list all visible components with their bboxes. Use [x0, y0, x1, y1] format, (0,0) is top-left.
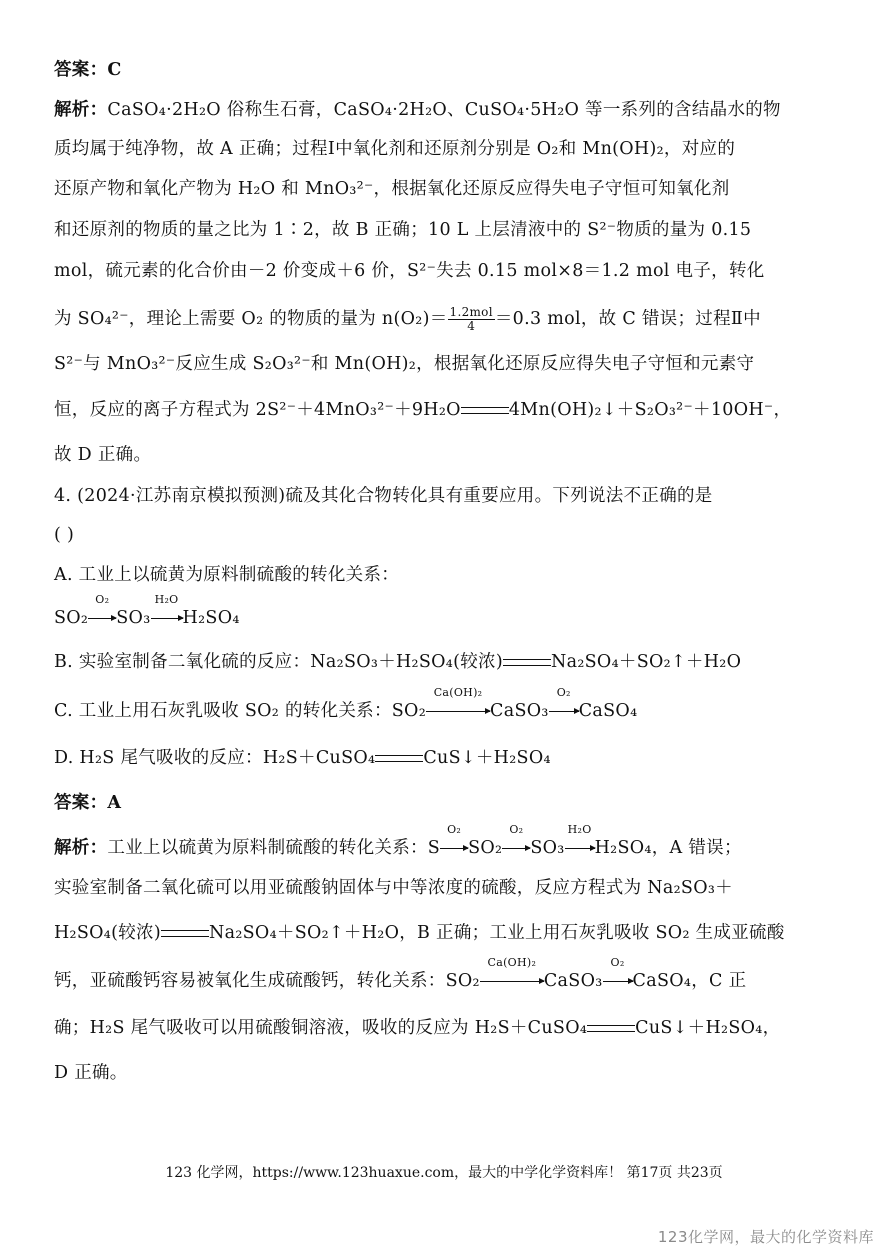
- analysis-2-line-4: 钙，亚硫酸钙容易被氧化生成硫酸钙，转化关系：SO₂ Ca(OH)₂ CaSO₃ O₂ CaSO₄，C 正: [54, 956, 747, 991]
- equals-sign: [461, 407, 509, 414]
- analysis-1-line-6: 为 SO₄²⁻，理论上需要 O₂ 的物质的量为 n(O₂)＝ $\frac{\text{1.2mol}}{4}$ ＝0.3 mol，故 C 错误；过程Ⅱ中: [54, 305, 761, 333]
- arrow: O₂: [88, 606, 116, 630]
- equals-sign: [503, 659, 551, 666]
- arrow: O₂: [549, 699, 579, 723]
- analysis-1-line-1: 解析：CaSO₄·2H₂O 俗称生石膏，CaSO₄·2H₂O、CuSO₄·5H₂O 等一系列的含结晶水的物: [54, 100, 781, 120]
- analysis-1-line-9: 故 D 正确。: [54, 445, 152, 465]
- arrow: O₂: [603, 969, 633, 993]
- answer-2: 答案：A: [54, 793, 122, 813]
- watermark: 123化学网，最大的化学资料库: [657, 1228, 874, 1246]
- equals-sign: [587, 1025, 635, 1032]
- analysis-1-line-4: 和还原剂的物质的量之比为 1∶2，故 B 正确；10 L 上层清液中的 S²⁻物质的量为 0.15: [54, 220, 752, 240]
- option-a: A. 工业上以硫黄为原料制硫酸的转化关系：: [54, 565, 400, 585]
- analysis-2-line-2: 实验室制备二氧化硫可以用亚硫酸钠固体与中等浓度的硫酸，反应方程式为 Na₂SO₃＋: [54, 878, 733, 898]
- question-blank: ( ): [54, 525, 75, 545]
- analysis-2-line-1: 解析：工业上以硫黄为原料制硫酸的转化关系：S O₂ SO₂ O₂ SO₃ H₂O H₂SO₄，A 错误；: [54, 823, 742, 858]
- analysis-2-line-6: D 正确。: [54, 1063, 128, 1083]
- equals-sign: [161, 930, 209, 937]
- option-a-equation: SO₂ O₂ SO₃ H₂O H₂SO₄: [54, 593, 240, 628]
- question-stem: 4. (2024·江苏南京模拟预测)硫及其化合物转化具有重要应用。下列说法不正确的是: [54, 486, 713, 506]
- analysis-1-line-5: mol，硫元素的化合价由－2 价变成＋6 价，S²⁻失去 0.15 mol×8＝1.2 mol 电子，转化: [54, 261, 765, 281]
- option-d: D. H₂S 尾气吸收的反应：H₂S＋CuSO₄ CuS↓＋H₂SO₄: [54, 748, 551, 768]
- analysis-1-line-2: 质均属于纯净物，故 A 正确；过程Ⅰ中氧化剂和还原剂分别是 O₂和 Mn(OH)₂，对应的: [54, 139, 736, 159]
- analysis-2-line-3: H₂SO₄(较浓) Na₂SO₄＋SO₂↑＋H₂O，B 正确；工业上用石灰乳吸收 SO₂ 生成亚硫酸: [54, 923, 785, 943]
- arrow: Ca(OH)₂: [426, 699, 490, 723]
- arrow: Ca(OH)₂: [480, 969, 544, 993]
- arrow: H₂O: [151, 606, 183, 630]
- fraction: $\frac{\text{1.2mol}}{4}$: [449, 305, 493, 333]
- analysis-1-line-3: 还原产物和氧化产物为 H₂O 和 MnO₃²⁻，根据氧化还原反应得失电子守恒可知氧化剂: [54, 179, 730, 199]
- analysis-1-line-7: S²⁻与 MnO₃²⁻反应生成 S₂O₃²⁻和 Mn(OH)₂，根据氧化还原反应得失电子守恒和元素守: [54, 354, 755, 374]
- arrow: H₂O: [565, 836, 595, 860]
- arrow: O₂: [502, 836, 530, 860]
- arrow: O₂: [440, 836, 468, 860]
- option-c: C. 工业上用石灰乳吸收 SO₂ 的转化关系：SO₂ Ca(OH)₂ CaSO₃ O₂ CaSO₄: [54, 686, 638, 721]
- analysis-1-line-8: 恒，反应的离子方程式为 2S²⁻＋4MnO₃²⁻＋9H₂O 4Mn(OH)₂↓＋S₂O₃²⁻＋10OH⁻，: [54, 400, 792, 420]
- answer-1: 答案：C: [54, 60, 122, 80]
- analysis-2-line-5: 确；H₂S 尾气吸收可以用硫酸铜溶液，吸收的反应为 H₂S＋CuSO₄ CuS↓＋H₂SO₄，: [54, 1018, 781, 1038]
- equals-sign: [375, 755, 423, 762]
- page-footer: 123 化学网，https://www.123huaxue.com，最大的中学化学资料库！ 第17页 共23页: [165, 1165, 723, 1181]
- option-b: B. 实验室制备二氧化硫的反应：Na₂SO₃＋H₂SO₄(较浓) Na₂SO₄＋SO₂↑＋H₂O: [54, 652, 742, 672]
